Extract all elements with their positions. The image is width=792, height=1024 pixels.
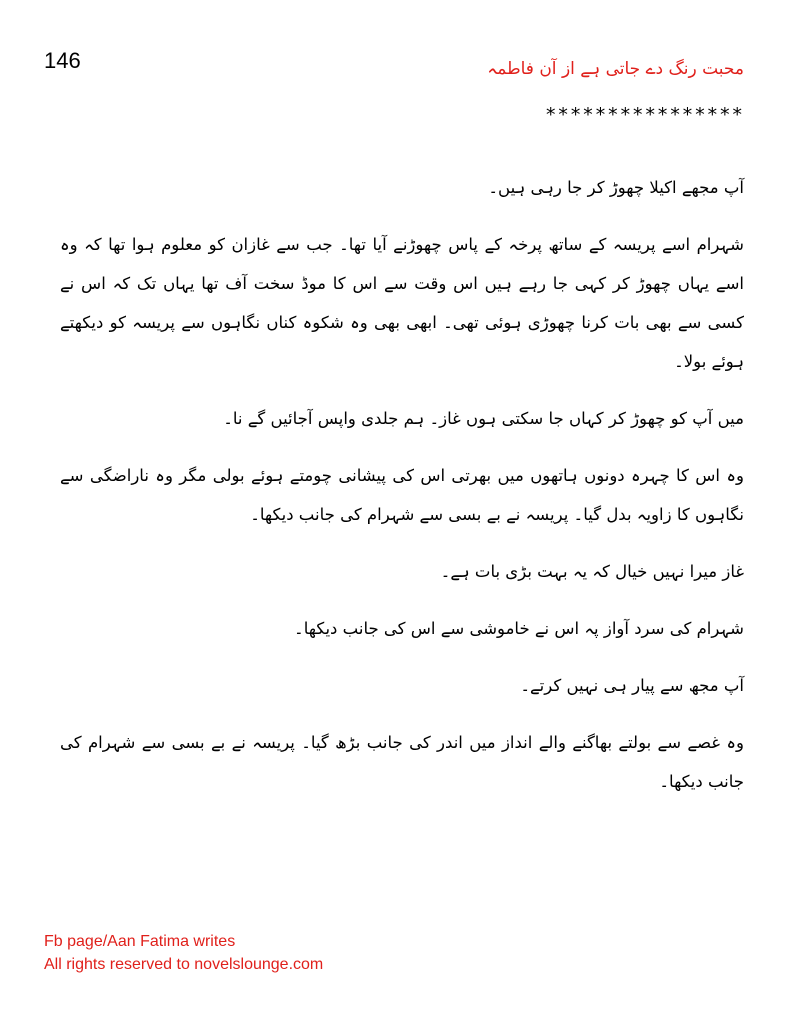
paragraph: غاز میرا نہیں خیال کہ یہ بہت بڑی بات ہے۔ [440,562,744,581]
novel-title: محبت رنگ دے جاتی ہے از آن فاطمہ [487,59,744,79]
separator-stars: **************** [544,104,744,126]
page-number: 146 [44,48,81,73]
paragraph: آپ مجھے اکیلا چھوڑ کر جا رہی ہیں۔ [488,178,744,197]
paragraph: میں آپ کو چھوڑ کر کہاں جا سکتی ہوں غاز۔ ہم جلدی واپس آجائیں گے نا۔ [223,409,744,428]
footer [44,930,323,976]
footer-copyright: All rights reserved to novelslounge.com [44,956,324,973]
paragraph: وہ اس کا چہرہ دونوں ہاتھوں میں بھرتی اس کی پیشانی چومتے ہوئے بولی مگر وہ ناراضگی سے نگاہوں کا زاویہ بدل گیا۔ پریسہ نے بے بسی سے شہرام کی جانب دیکھا۔ [60,466,744,524]
paragraph: شہرام کی سرد آواز پہ اس نے خاموشی سے اس کی جانب دیکھا۔ [294,619,744,638]
story-body [60,168,744,819]
paragraph: وہ غصے سے بولتے بھاگنے والے انداز میں اندر کی جانب بڑھ گیا۔ پریسہ نے بے بسی سے شہرام کی جانب دیکھا۔ [60,733,744,791]
footer-fb-page: Fb page/Aan Fatima writes [44,933,236,950]
paragraph: شہرام اسے پریسہ کے ساتھ پرخہ کے پاس چھوڑنے آیا تھا۔ جب سے غازان کو معلوم ہوا تھا کہ وہ اسے یہاں چھوڑ کر کہی جا رہے ہیں اس وقت سے اس کا موڈ سخت آف تھا یہاں تک کہ اس نے کسی سے بھی بات کرنا چھوڑی ہوئی تھی۔ ابھی بھی وہ شکوہ کناں نگاہوں سے پریسہ کو دیکھتے ہوئے بولا۔ [60,235,744,371]
paragraph: آپ مجھ سے پیار ہی نہیں کرتے۔ [520,676,744,695]
